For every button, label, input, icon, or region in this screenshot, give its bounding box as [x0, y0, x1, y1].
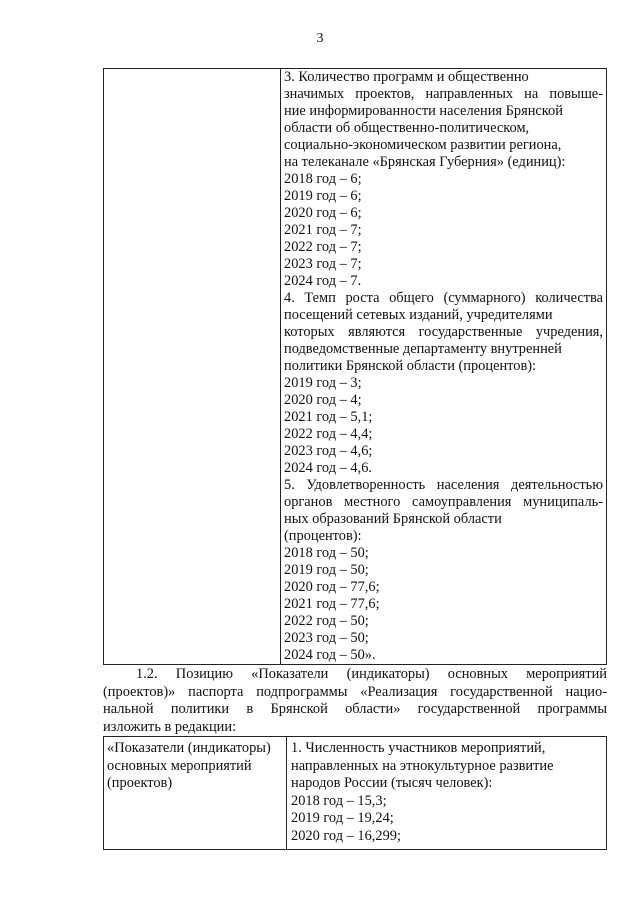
table-cell-indicators [281, 69, 606, 664]
text-line: 2022 год – 4,4; [284, 426, 373, 442]
text-line: на телеканале «Брянская Губерния» (единиц): [284, 154, 566, 170]
text-line: 5. Удовлетворенность населения деятельностью [284, 477, 603, 493]
text-line: 2024 год – 50». [284, 647, 376, 663]
paragraph-line: нальной политики в Брянской области» государственной программы [103, 701, 607, 717]
label-line: (проектов) [107, 775, 173, 791]
indicators-table-continued [103, 68, 607, 665]
text-line: 2018 год – 6; [284, 171, 362, 187]
paragraph-line: изложить в редакции: [103, 718, 237, 735]
text-line: подведомственные департаменту внутренней [284, 341, 562, 357]
label-line: основных мероприятий [107, 757, 252, 774]
text-line: 2019 год – 50; [284, 562, 369, 578]
amendment-paragraph [103, 666, 607, 736]
text-line: 2023 год – 50; [284, 630, 369, 646]
text-line: значимых проектов, направленных на повыше- [284, 86, 603, 102]
text-line: ных образований Брянской области [284, 511, 502, 527]
text-line: 2019 год – 3; [284, 375, 362, 391]
text-line: народов России (тысяч человек): [291, 775, 493, 791]
text-line: 4. Темп роста общего (суммарного) количества [284, 290, 603, 306]
text-line: 2020 год – 6; [284, 205, 362, 221]
text-line: области об общественно-политическом, [284, 120, 530, 136]
paragraph-line: 1.2. Позицию «Показатели (индикаторы) основных мероприятий [136, 666, 607, 682]
text-line: органов местного самоуправления муниципаль- [284, 494, 603, 510]
text-line: 2022 год – 50; [284, 613, 369, 629]
text-line: посещений сетевых изданий, учредителями [284, 307, 553, 323]
text-line: социально-экономическом развитии региона, [284, 137, 562, 153]
text-line: которых являются государственные учредения, [284, 324, 603, 340]
text-line: 2023 год – 7; [284, 256, 362, 272]
text-line: 2024 год – 4,6. [284, 460, 373, 476]
table-cell-label-empty [104, 69, 281, 664]
text-line: 2023 год – 4,6; [284, 443, 373, 459]
text-line: 2021 год – 7; [284, 222, 362, 238]
text-line: 2024 год – 7. [284, 273, 362, 289]
table-cell-indicators [287, 737, 606, 849]
text-line: ние информированности населения Брянской [284, 103, 563, 119]
text-line: 2018 год – 15,3; [291, 792, 387, 809]
indicators-table-new [103, 736, 607, 850]
page-number: 3 [316, 31, 324, 46]
text-line: 3. Количество программ и общественно [284, 69, 529, 85]
text-line: (процентов): [284, 528, 362, 544]
text-line: 2019 год – 19,24; [291, 810, 394, 826]
text-line: 2021 год – 77,6; [284, 596, 380, 612]
label-line: «Показатели (индикаторы) [107, 740, 271, 756]
text-line: 2020 год – 4; [284, 392, 362, 408]
text-line: направленных на этнокультурное развитие [291, 757, 554, 774]
text-line: политики Брянской области (процентов): [284, 358, 537, 374]
text-line: 1. Численность участников мероприятий, [291, 740, 546, 756]
text-line: 2020 год – 16,299; [291, 827, 401, 844]
table-cell-label [104, 737, 287, 849]
text-line: 2021 год – 5,1; [284, 409, 373, 425]
paragraph-line: (проектов)» паспорта подпрограммы «Реализация государственной нацио- [103, 683, 607, 700]
text-line: 2022 год – 7; [284, 239, 362, 255]
text-line: 2020 год – 77,6; [284, 579, 380, 595]
text-line: 2018 год – 50; [284, 545, 369, 561]
text-line: 2019 год – 6; [284, 188, 362, 204]
